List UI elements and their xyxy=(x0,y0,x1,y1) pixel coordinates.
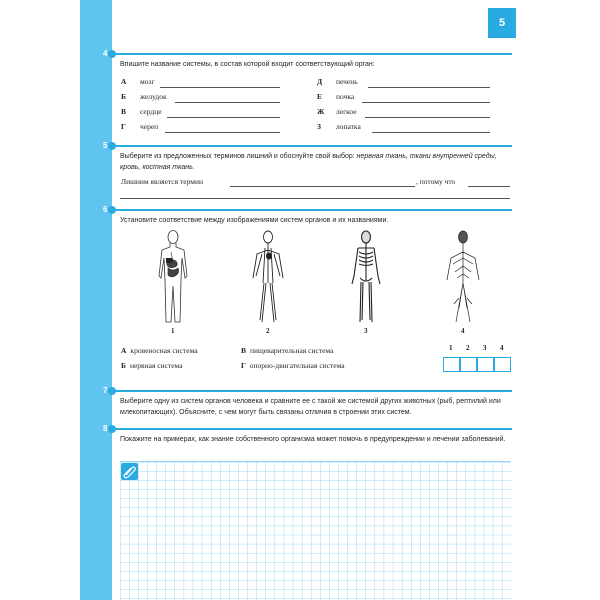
q4-answer-line-b[interactable] xyxy=(175,102,280,103)
skeleton-system-figure xyxy=(346,228,386,326)
q5-text: Выберите из предложенных терминов лишний и обоснуйте свой выбор: нервная ткань, ткани внутренней среды, кровь, костная ткань. xyxy=(120,153,497,171)
q4-item-b: Б желудок xyxy=(121,92,167,101)
q5-reason-line-2[interactable] xyxy=(120,198,510,199)
digestive-system-figure xyxy=(153,228,193,326)
q4-item-e: Е почка xyxy=(317,92,355,101)
q5-term-line[interactable] xyxy=(230,186,415,187)
q5-rule xyxy=(112,145,512,147)
q4-answer-line-a[interactable] xyxy=(160,87,280,88)
answer-cell-2[interactable] xyxy=(460,357,477,372)
q4-answer-line-e[interactable] xyxy=(362,102,490,103)
q4-answer-line-zh[interactable] xyxy=(365,117,490,118)
q8-text: Покажите на примерах, как знание собственного организма может помочь в предупреждении и лечении заболеваний. xyxy=(120,436,506,443)
figure-number-4: 4 xyxy=(461,327,465,335)
q4-answer-line-z[interactable] xyxy=(372,132,490,133)
q4-number: 4 xyxy=(103,49,108,58)
answer-cell-3[interactable] xyxy=(477,357,494,372)
q8-rule xyxy=(112,428,512,430)
paperclip-icon xyxy=(121,463,138,480)
answer-header-3: 3 xyxy=(483,344,487,352)
q4-item-g: Г череп xyxy=(121,122,159,131)
q6-rule xyxy=(112,209,512,211)
circulatory-system-figure xyxy=(248,228,288,326)
q6-number: 6 xyxy=(103,205,108,214)
q7-rule xyxy=(112,390,512,392)
q4-item-v: В сердце xyxy=(121,107,162,116)
option-v: В пищеварительная система xyxy=(241,346,334,355)
q5-answer-mid: , потому что xyxy=(416,177,456,186)
q4-item-zh: Ж легкое xyxy=(317,107,357,116)
q6-text: Установите соответствие между изображениями систем органов и их названиями. xyxy=(120,217,389,224)
figure-number-3: 3 xyxy=(364,327,368,335)
answer-cell-4[interactable] xyxy=(494,357,511,372)
answer-header-1: 1 xyxy=(449,344,453,352)
q7-text: Выберите одну из систем органов человека и сравните ее с такой же системой других животных (рыб, рептилий или млекопитающих). Объясните, с чем могут быть связаны отличия в строении этих систем. xyxy=(120,398,501,416)
q5-answer-start: Лишним является термин xyxy=(121,177,203,186)
option-b: Б нервная система xyxy=(121,361,183,370)
option-g: Г опорно-двигательная система xyxy=(241,361,345,370)
figure-number-2: 2 xyxy=(266,327,270,335)
answer-header-4: 4 xyxy=(500,344,504,352)
answer-header-2: 2 xyxy=(466,344,470,352)
q7-number: 7 xyxy=(103,386,108,395)
q4-item-z: З лопатка xyxy=(317,122,361,131)
page-number: 5 xyxy=(488,8,516,38)
q4-answer-line-g[interactable] xyxy=(165,132,280,133)
nervous-system-figure xyxy=(443,228,483,326)
q5-reason-line-1[interactable] xyxy=(468,186,510,187)
q5-terms: нервная ткань, ткани внутренней среды, кровь, костная ткань. xyxy=(120,153,497,171)
q8-number: 8 xyxy=(103,424,108,433)
left-color-bar xyxy=(80,0,112,600)
answer-cell-1[interactable] xyxy=(443,357,460,372)
answer-grid[interactable] xyxy=(120,461,511,600)
q4-answer-line-v[interactable] xyxy=(167,117,280,118)
q5-number: 5 xyxy=(103,141,108,150)
q4-text: Впишите название системы, в состав которой входит соответствующий орган: xyxy=(120,61,375,68)
q4-item-a: А мозг xyxy=(121,77,155,86)
q4-item-d: Д печень xyxy=(317,77,358,86)
q4-answer-line-d[interactable] xyxy=(368,87,490,88)
option-a: А кровеносная система xyxy=(121,346,198,355)
figure-number-1: 1 xyxy=(171,327,175,335)
q4-rule xyxy=(112,53,512,55)
